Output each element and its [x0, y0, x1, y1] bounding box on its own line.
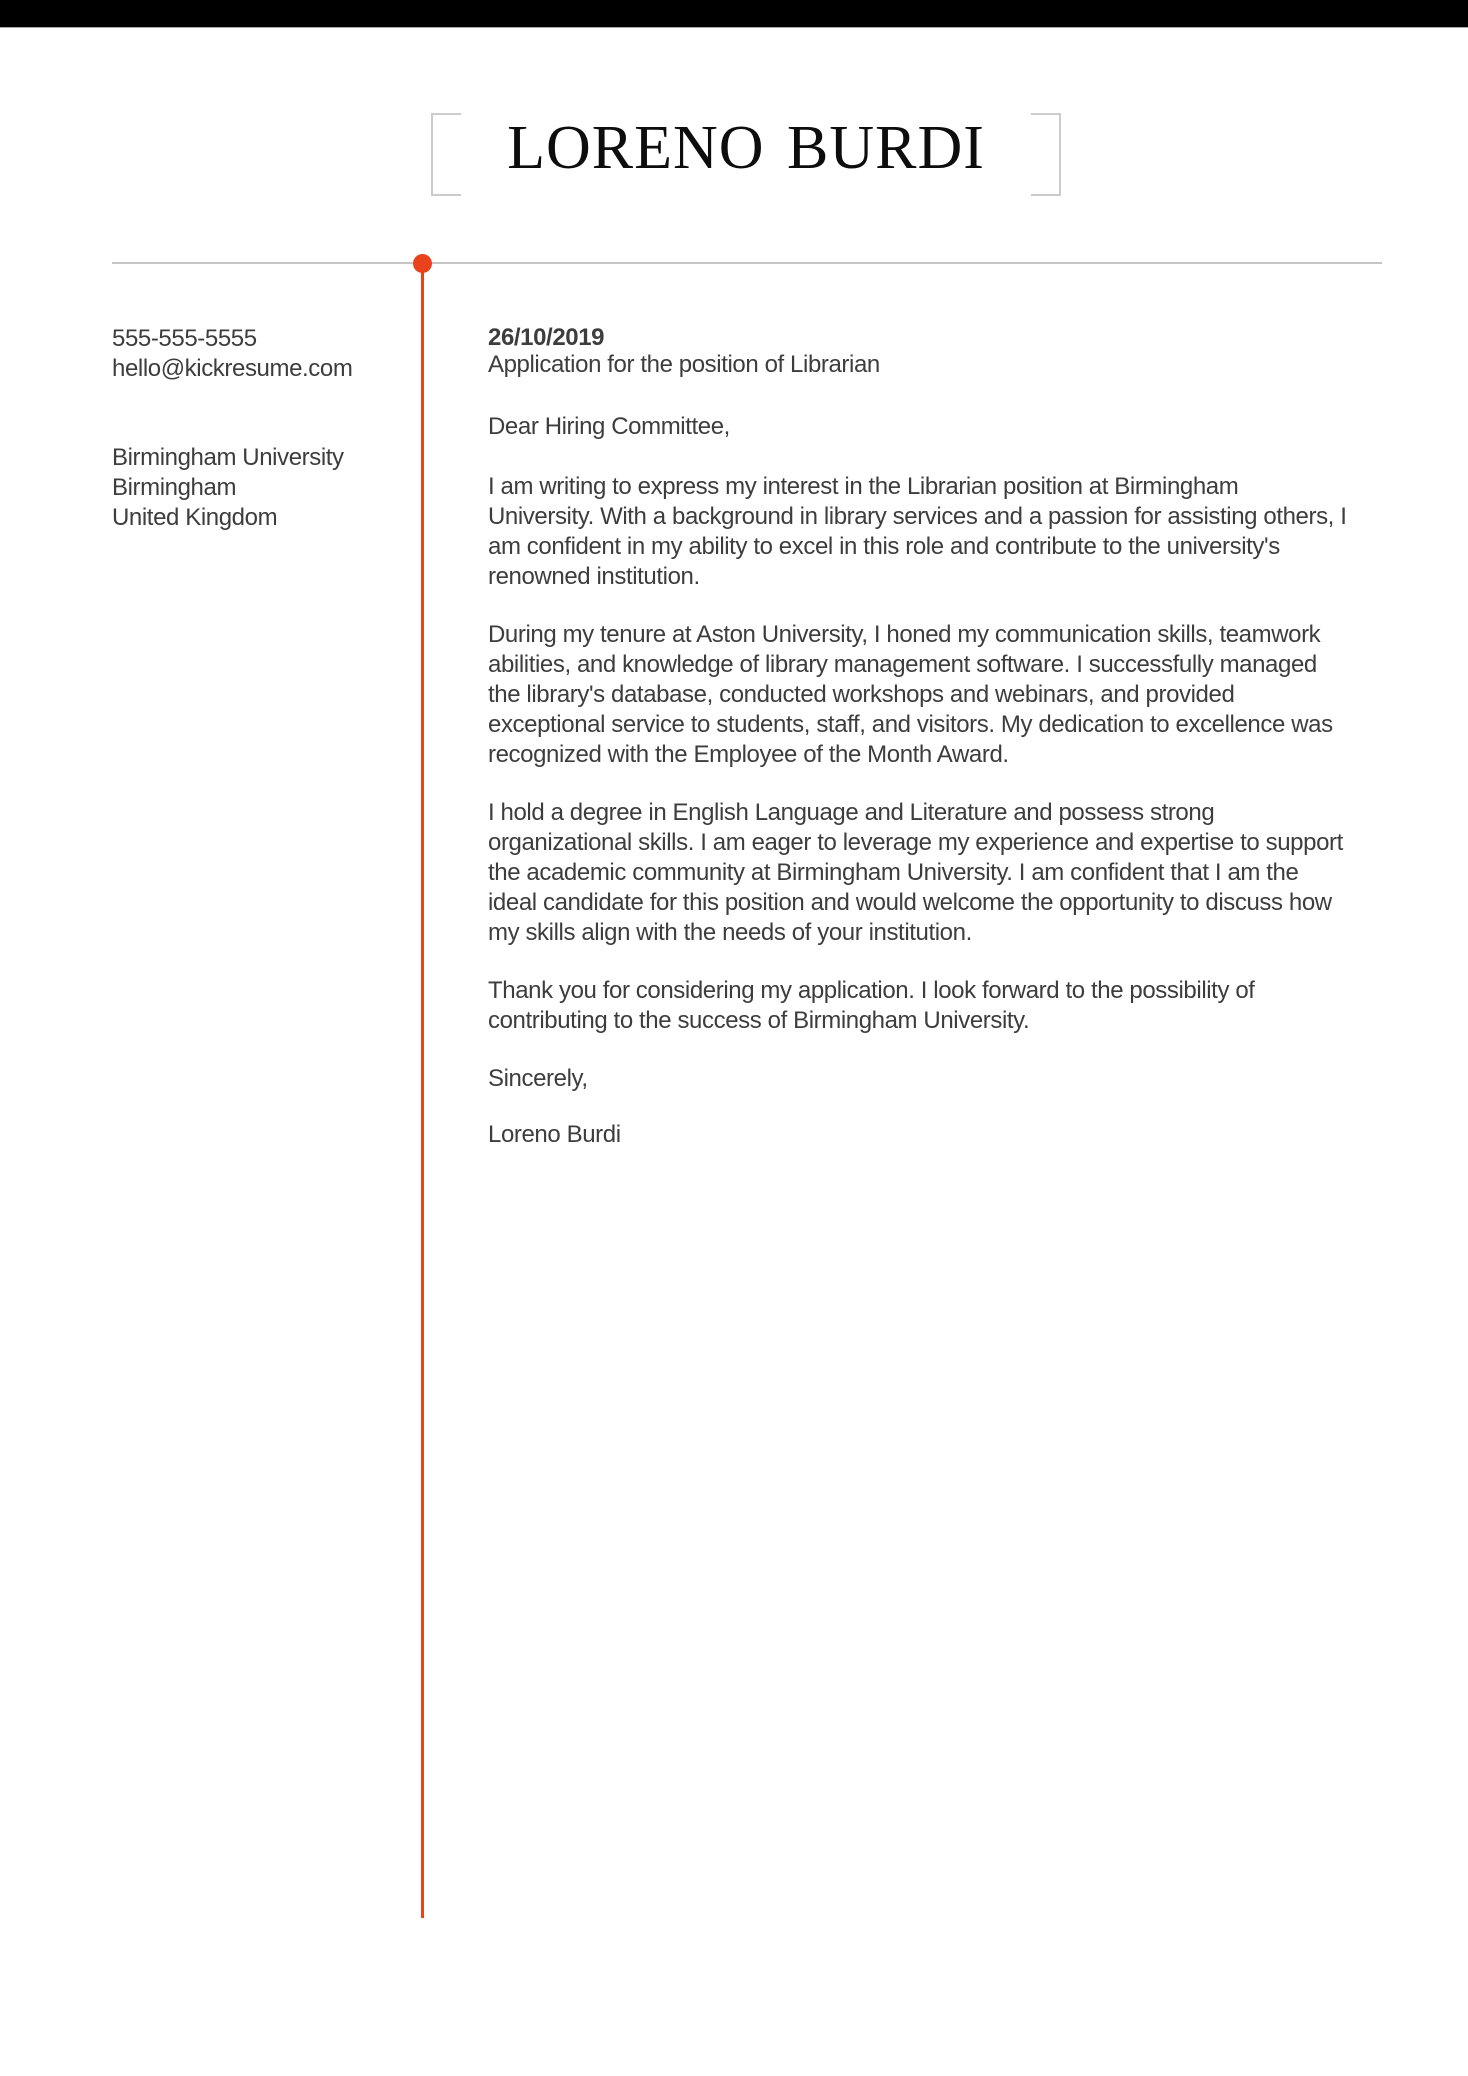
letter-signature: Loreno Burdi [488, 1121, 621, 1148]
paragraph-line: contributing to the success of Birmingham University. [488, 1007, 1030, 1034]
contact-phone: 555-555-5555 [112, 325, 257, 352]
header-divider [112, 262, 1382, 264]
letter-subject: Application for the position of Librarian [488, 351, 880, 378]
paragraph-line: the library's database, conducted workshops and webinars, and provided [488, 681, 1235, 708]
paragraph-line: During my tenure at Aston University, I honed my communication skills, teamwork [488, 621, 1321, 648]
contact-email: hello@kickresume.com [112, 355, 353, 382]
right-bracket-icon [1031, 113, 1061, 196]
paragraph-line: am confident in my ability to excel in this role and contribute to the university's [488, 533, 1280, 560]
letter-paragraph [488, 472, 1418, 592]
contact-column [112, 324, 352, 533]
paragraph-line: renowned institution. [488, 563, 700, 590]
page-title: LORENO BURDI [507, 114, 985, 182]
letter-paragraph [488, 976, 1418, 1036]
address-line: Birmingham [112, 474, 237, 501]
paragraph-line: abilities, and knowledge of library management software. I successfully managed [488, 651, 1317, 678]
name-header [24, 113, 1468, 196]
paragraph-line: the academic community at Birmingham University. I am confident that I am the [488, 859, 1299, 886]
paragraph-line: Thank you for considering my application. I look forward to the possibility of [488, 977, 1255, 1004]
paragraph-line: ideal candidate for this position and would welcome the opportunity to discuss how [488, 889, 1332, 916]
paragraph-line: organizational skills. I am eager to leverage my experience and expertise to support [488, 829, 1343, 856]
letter-salutation: Dear Hiring Committee, [488, 413, 730, 440]
letter-date: 26/10/2019 [488, 324, 605, 351]
left-bracket-icon [431, 113, 461, 196]
paragraph-line: exceptional service to students, staff, and visitors. My dedication to excellence was [488, 711, 1333, 738]
contact-address [112, 443, 352, 533]
top-bar [0, 0, 1468, 28]
address-line: United Kingdom [112, 504, 278, 531]
letter-paragraph [488, 620, 1418, 770]
paragraph-line: my skills align with the needs of your institution. [488, 919, 972, 946]
paragraph-line: I am writing to express my interest in the Librarian position at Birmingham [488, 473, 1239, 500]
letter-closing: Sincerely, [488, 1065, 588, 1092]
paragraph-line: University. With a background in library services and a passion for assisting others, I [488, 503, 1347, 530]
paragraph-line: I hold a degree in English Language and Literature and possess strong [488, 799, 1215, 826]
paragraph-line: recognized with the Employee of the Month Award. [488, 741, 1009, 768]
letter-paragraph [488, 798, 1418, 948]
letter-body [488, 324, 1418, 1150]
timeline-line [421, 263, 424, 1918]
address-line: Birmingham University [112, 444, 344, 471]
